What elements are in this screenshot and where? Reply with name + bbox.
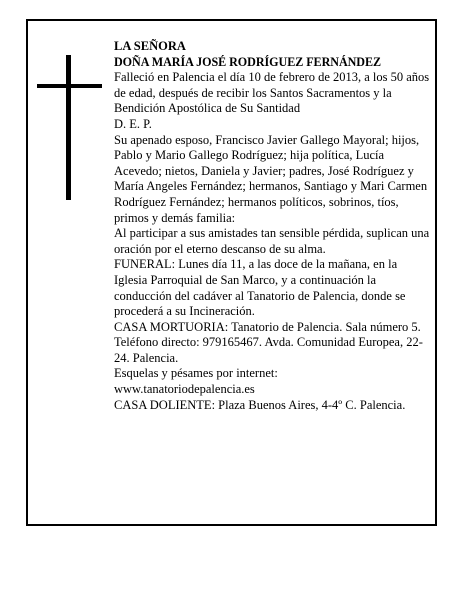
cross-horizontal-bar (37, 84, 102, 88)
notice-title: LA SEÑORA (114, 39, 186, 53)
dep-line: D. E. P. (114, 116, 152, 131)
cross-vertical-bar (66, 55, 71, 200)
residence-info: CASA DOLIENTE: Plaza Buenos Aires, 4-4º C. Palencia. (114, 397, 406, 412)
notice-text (114, 39, 432, 413)
funeral-info: FUNERAL: Lunes día 11, a las doce de la mañana, en la Iglesia Parroquial de San Marco, y a continuación la conducción del cadáver al Tanatorio de Palencia, donde se procederá a su Incineración. (114, 257, 406, 319)
deceased-name: DOÑA MARÍA JOSÉ RODRÍGUEZ FERNÁNDEZ (114, 54, 382, 69)
mortuary-info: CASA MORTUORIA: Tanatorio de Palencia. Sala número 5. Teléfono directo: 979165467. Avda. Comunidad Europea, 22-24. Palencia. (114, 319, 423, 365)
death-statement: Falleció en Palencia el día 10 de febrero de 2013, a los 50 años de edad, después de recibir los Santos Sacramentos y la Bendición Apostólica de Su Santidad (114, 70, 430, 116)
prayer-request: Al participar a sus amistades tan sensible pérdida, suplican una oración por el eterno descanso de su alma. (114, 226, 430, 256)
internet-url: www.tanatoriodepalencia.es (114, 382, 255, 397)
internet-label: Esquelas y pésames por internet: (114, 366, 278, 381)
obituary-notice (26, 19, 437, 526)
family-list: Su apenado esposo, Francisco Javier Gallego Mayoral; hijos, Pablo y Mario Gallego Rodríguez; hija política, Lucía Acevedo; nietos, Daniela y Javier; padres, José Rodríguez y María Angeles Fernández; hermanos, Santiago y Mari Carmen Rodríguez Fernández; hermanos políticos, sobrinos, tíos, primos y demás familia: (114, 132, 428, 225)
